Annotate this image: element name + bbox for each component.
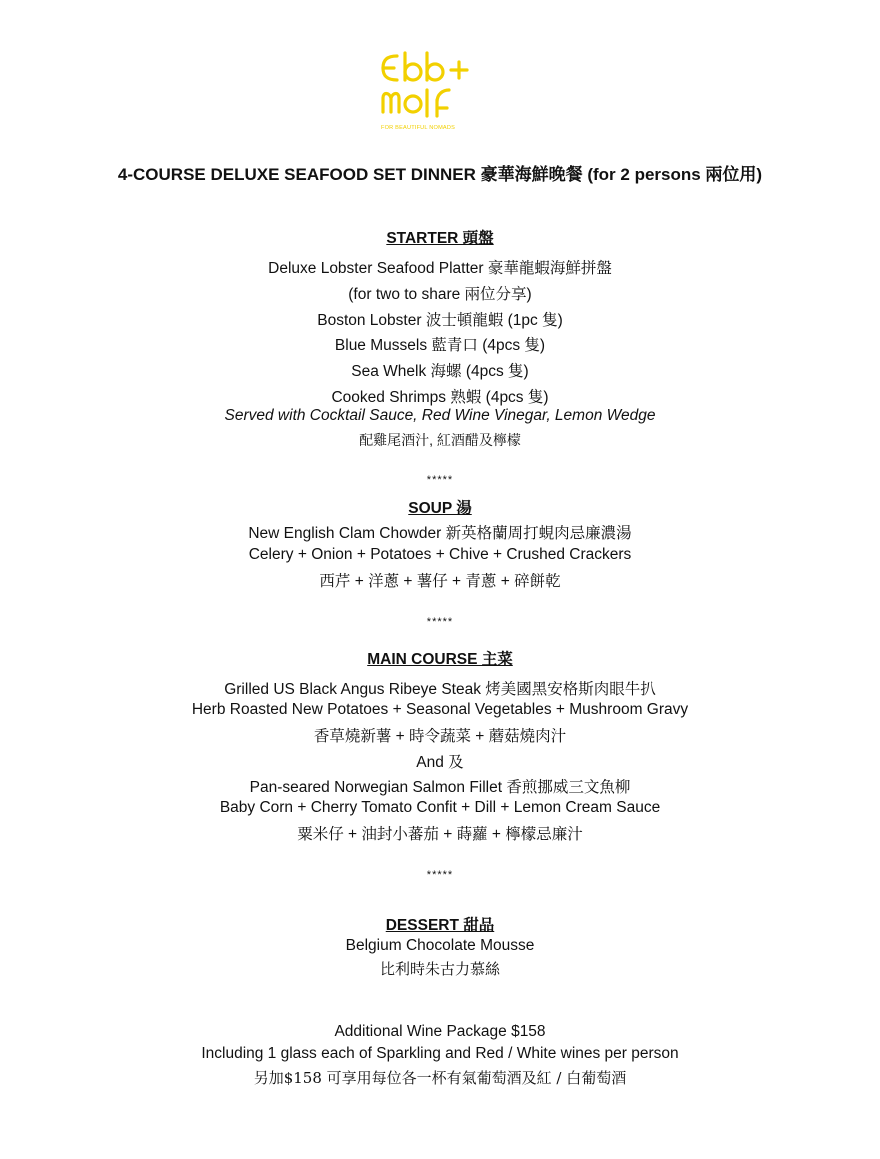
- starter-line: (for two to share 兩位分享): [348, 286, 532, 303]
- logo-tagline: FOR BEAUTIFUL NOMADS: [381, 125, 456, 131]
- section-separator: *****: [426, 474, 454, 486]
- wine-package-detail: Including 1 glass each of Sparkling and Red / White wines per person: [201, 1045, 679, 1062]
- main-course-line: Baby Corn + Cherry Tomato Confit + Dill + Lemon Cream Sauce: [219, 799, 661, 816]
- main-course-line: 粟米仔 + 油封小蕃茄 + 蒔蘿 + 檸檬忌廉汁: [297, 826, 583, 843]
- starter-served-with: Served with Cocktail Sauce, Red Wine Vinegar, Lemon Wedge: [224, 407, 656, 424]
- starter-line: Cooked Shrimps 熟蝦 (4pcs 隻): [331, 389, 549, 406]
- ebb-flow-logo: [379, 50, 503, 136]
- section-separator: *****: [426, 869, 454, 881]
- dessert-heading: DESSERT 甜品: [385, 917, 495, 934]
- wine-package-title: Additional Wine Package $158: [334, 1023, 546, 1040]
- main-course-line: Pan-seared Norwegian Salmon Fillet 香煎挪威三文魚柳: [249, 779, 631, 796]
- main-course-line: Herb Roasted New Potatoes + Seasonal Vegetables + Mushroom Gravy: [191, 701, 689, 718]
- starter-line: Sea Whelk 海螺 (4pcs 隻): [351, 363, 529, 380]
- section-separator: *****: [426, 616, 454, 628]
- soup-line: New English Clam Chowder 新英格蘭周打蜆肉忌廉濃湯: [248, 525, 632, 542]
- wine-package-detail-zh: 另加$158 可享用每位各一杯有氣葡萄酒及紅 / 白葡萄酒: [253, 1069, 627, 1087]
- menu-title: 4-COURSE DELUXE SEAFOOD SET DINNER 豪華海鮮晚餐 (for 2 persons 兩位用): [117, 165, 763, 184]
- main-course-heading: MAIN COURSE 主菜: [367, 651, 513, 668]
- dessert-line-zh: 比利時朱古力慕絲: [379, 960, 500, 978]
- starter-line: Boston Lobster 波士頓龍蝦 (1pc 隻): [317, 312, 563, 329]
- starter-served-with-zh: 配雞尾酒汁, 紅酒醋及檸檬: [359, 432, 521, 448]
- starter-heading: STARTER 頭盤: [386, 230, 494, 247]
- ebb-flow-logo-mark: [379, 50, 503, 122]
- starter-line: Blue Mussels 藍青口 (4pcs 隻): [334, 337, 546, 354]
- main-course-line: Grilled US Black Angus Ribeye Steak 烤美國黑安格斯肉眼牛扒: [224, 681, 656, 698]
- main-course-line: 香草燒新薯 + 時令蔬菜 + 蘑菇燒肉汁: [313, 728, 567, 745]
- soup-heading: SOUP 湯: [408, 500, 472, 517]
- soup-line: 西芹 + 洋蔥 + 薯仔 + 青蔥 + 碎餅乾: [319, 573, 561, 590]
- main-course-line: And 及: [416, 754, 464, 771]
- dessert-line: Belgium Chocolate Mousse: [345, 937, 535, 954]
- soup-line: Celery + Onion + Potatoes + Chive + Crushed Crackers: [248, 546, 632, 563]
- starter-line: Deluxe Lobster Seafood Platter 豪華龍蝦海鮮拼盤: [268, 260, 612, 277]
